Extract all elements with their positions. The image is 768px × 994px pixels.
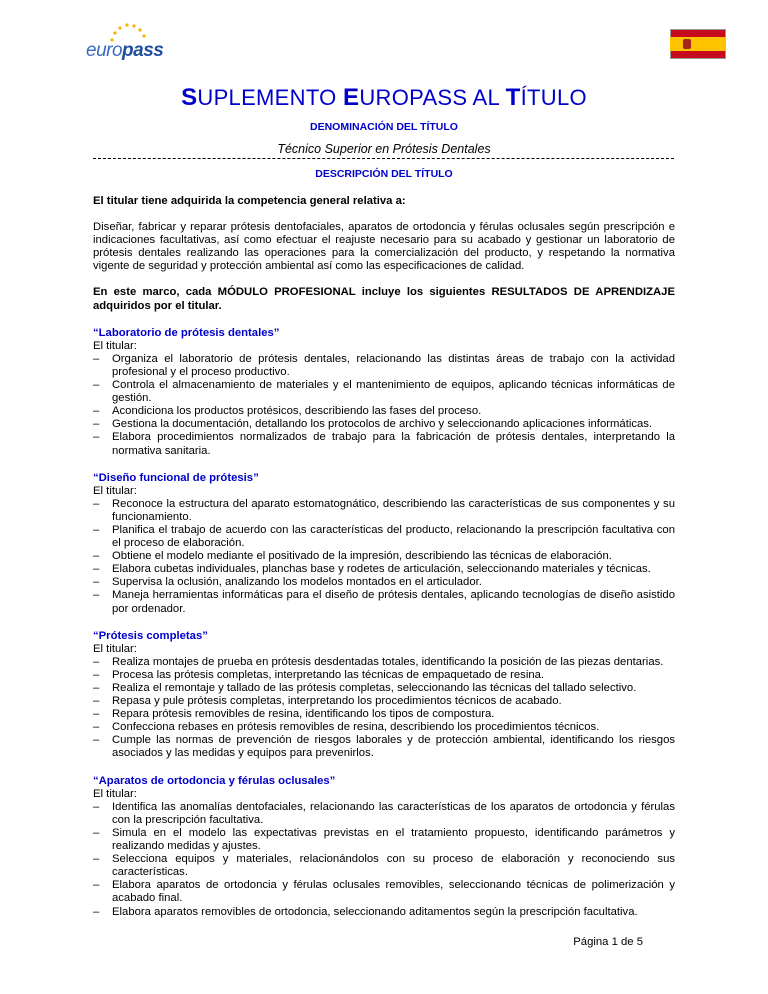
logo-wordmark: europass: [86, 40, 164, 61]
learning-outcome-item: – Procesa las prótesis completas, interpretando las técnicas de empaquetado de resina.: [93, 669, 675, 682]
page-number: Página 1 de 5: [573, 936, 643, 948]
learning-outcomes-list: [93, 353, 675, 458]
learning-outcome-item: – Supervisa la oclusión, analizando los modelos montados en el articulador.: [93, 576, 675, 589]
denominacion-heading: DENOMINACIÓN DEL TÍTULO: [310, 121, 458, 133]
europass-logo: [80, 22, 172, 72]
marco-statement: En este marco, cada MÓDULO PROFESIONAL incluye los siguientes RESULTADOS DE APRENDIZAJE adquiridos por el titular.: [93, 286, 675, 312]
learning-outcomes-list: [93, 656, 675, 761]
module-lead: El titular:: [93, 484, 137, 497]
learning-outcome-item: – Confecciona rebases en prótesis removibles de resina, describiendo los procedimientos técnicos.: [93, 721, 675, 734]
learning-outcome-item: – Controla el almacenamiento de materiales y el mantenimiento de equipos, aplicando técnicas informáticas de gestión.: [93, 379, 675, 405]
module-section: [93, 472, 675, 616]
learning-outcomes-list: [93, 801, 675, 919]
page-title: SUPLEMENTO EUROPASS AL TÍTULO: [181, 84, 587, 111]
learning-outcome-item: – Realiza el remontaje y tallado de las prótesis completas, seleccionando las técnicas del tallado selectivo.: [93, 682, 675, 695]
learning-outcome-item: – Organiza el laboratorio de prótesis dentales, relacionando las distintas áreas de trabajo con la actividad profesional y el proceso productivo.: [93, 353, 675, 379]
learning-outcome-item: – Selecciona equipos y materiales, relacionándolos con su proceso de elaboración y reconociendo sus características.: [93, 853, 675, 879]
learning-outcome-item: – Elabora procedimientos normalizados de trabajo para la fabricación de prótesis dentales, interpretando la normativa sanitaria.: [93, 431, 675, 457]
spain-flag-icon: [670, 29, 726, 59]
learning-outcome-item: – Elabora aparatos de ortodoncia y férulas oclusales removibles, seleccionando técnicas de polimerización y acabado final.: [93, 879, 675, 905]
learning-outcome-item: – Reconoce la estructura del aparato estomatognático, describiendo las características de sus componentes y su funcionamiento.: [93, 498, 675, 524]
learning-outcomes-list: [93, 498, 675, 616]
learning-outcome-item: – Repasa y pule prótesis completas, interpretando los procedimientos técnicos de acabado.: [93, 695, 675, 708]
learning-outcome-item: – Obtiene el modelo mediante el positivado de la impresión, describiendo las técnicas de elaboración.: [93, 550, 675, 563]
learning-outcome-item: – Identifica las anomalías dentofaciales, relacionando las características de los aparatos de ortodoncia y férulas con la prescripción facultativa.: [93, 801, 675, 827]
learning-outcome-item: – Maneja herramientas informáticas para el diseño de prótesis dentales, aplicando tecnologías de diseño asistido por ordenador.: [93, 589, 675, 615]
module-section: [93, 630, 675, 761]
module-section: [93, 775, 675, 919]
module-lead: El titular:: [93, 787, 137, 800]
learning-outcome-item: – Repara prótesis removibles de resina, identificando los tipos de compostura.: [93, 708, 675, 721]
divider: [93, 158, 674, 159]
competencia-text: Diseñar, fabricar y reparar prótesis dentofaciales, aparatos de ortodoncia y férulas oclusales según prescripción e indicaciones facultativas, así como efectuar el reajuste necesario para su acabado y gestionar un laboratorio de prótesis dentales realizando las operaciones para la comercialización del producto, y respetando la normativa vigente de seguridad y protección ambiental así como las especificaciones de calidad.: [93, 221, 675, 273]
degree-name: Técnico Superior en Prótesis Dentales: [277, 142, 491, 156]
module-lead: El titular:: [93, 642, 137, 655]
learning-outcome-item: – Realiza montajes de prueba en prótesis desdentadas totales, identificando la posición de las piezas dentarias.: [93, 656, 675, 669]
learning-outcome-item: – Acondiciona los productos protésicos, describiendo las fases del proceso.: [93, 405, 675, 418]
module-title: “Aparatos de ortodoncia y férulas oclusales”: [93, 774, 336, 787]
learning-outcome-item: – Cumple las normas de prevención de riesgos laborales y de protección ambiental, identificando los riesgos asociados y las medidas y equipos para prevenirlos.: [93, 734, 675, 760]
modules-list: [93, 327, 675, 919]
module-title: “Diseño funcional de prótesis”: [93, 471, 259, 484]
competencia-statement: El titular tiene adquirida la competencia general relativa a:: [93, 195, 406, 207]
learning-outcome-item: – Elabora cubetas individuales, planchas base y rodetes de articulación, seleccionando materiales y técnicas.: [93, 563, 675, 576]
module-lead: El titular:: [93, 339, 137, 352]
descripcion-heading: DESCRIPCIÓN DEL TÍTULO: [315, 168, 453, 180]
module-title: “Prótesis completas”: [93, 629, 208, 642]
document-body: [93, 195, 675, 919]
module-title: “Laboratorio de prótesis dentales”: [93, 326, 280, 339]
learning-outcome-item: – Planifica el trabajo de acuerdo con las características del producto, relacionando la prescripción facultativa con el proceso de elaboración.: [93, 524, 675, 550]
learning-outcome-item: – Elabora aparatos removibles de ortodoncia, seleccionando aditamentos según la prescripción facultativa.: [93, 906, 675, 919]
learning-outcome-item: – Simula en el modelo las expectativas previstas en el tratamiento propuesto, identificando parámetros y realizando medidas y ajustes.: [93, 827, 675, 853]
learning-outcome-item: – Gestiona la documentación, detallando los protocolos de archivo y seleccionando aplicaciones informáticas.: [93, 418, 675, 431]
module-section: [93, 327, 675, 458]
